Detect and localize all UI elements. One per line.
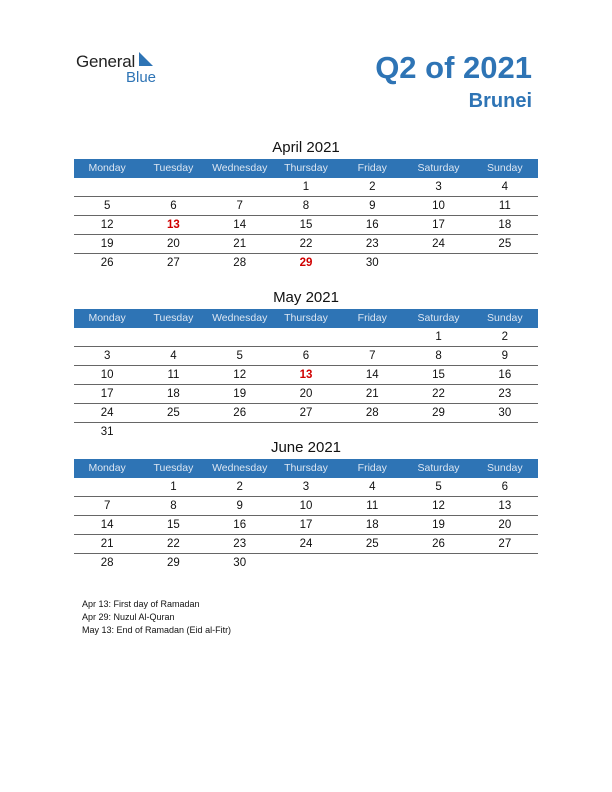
empty-day-cell — [273, 554, 339, 572]
week-row — [74, 404, 538, 423]
empty-day-cell — [207, 328, 273, 346]
empty-day-cell — [140, 178, 206, 196]
empty-day-cell — [472, 554, 538, 572]
weekday-label: Sunday — [487, 462, 523, 474]
empty-day-cell — [74, 478, 140, 496]
empty-day-cell — [472, 254, 538, 272]
day-cell: 17 — [299, 519, 313, 531]
day-cell: 10 — [100, 369, 114, 381]
weekday-header — [74, 309, 538, 328]
day-cell: 15 — [167, 519, 180, 531]
day-cell: 20 — [299, 388, 313, 400]
week-row — [74, 554, 538, 572]
day-cell: 14 — [233, 219, 247, 231]
weekday-label: Tuesday — [153, 162, 194, 174]
weekday-label: Thursday — [284, 162, 328, 174]
month-april — [74, 137, 538, 272]
day-cell: 11 — [366, 500, 379, 512]
day-cell: 1 — [435, 331, 442, 343]
week-row — [74, 347, 538, 366]
weekday-label: Friday — [357, 312, 387, 324]
day-cell: 27 — [167, 257, 180, 269]
day-cell: 20 — [167, 238, 180, 250]
day-cell: 29 — [299, 257, 313, 269]
day-cell: 21 — [365, 388, 379, 400]
weekday-label: Sunday — [487, 162, 523, 174]
holiday-notes — [82, 598, 231, 637]
day-cell: 23 — [233, 538, 247, 550]
day-cell: 4 — [369, 481, 376, 493]
empty-day-cell — [140, 328, 206, 346]
day-cell: 19 — [100, 238, 114, 250]
day-cell: 31 — [100, 426, 114, 438]
day-cell: 18 — [167, 388, 180, 400]
week-row — [74, 235, 538, 254]
weekday-label: Wednesday — [212, 462, 268, 474]
day-cell: 6 — [302, 350, 310, 362]
day-cell: 4 — [501, 181, 509, 193]
day-cell: 12 — [100, 219, 114, 231]
weekday-header — [74, 159, 538, 178]
weekday-label: Saturday — [417, 162, 460, 174]
day-cell: 3 — [435, 181, 442, 193]
empty-day-cell — [74, 178, 140, 196]
day-cell: 9 — [501, 350, 509, 362]
week-row — [74, 478, 538, 497]
day-cell: 16 — [498, 369, 512, 381]
day-cell: 26 — [432, 538, 445, 550]
weekday-label: Tuesday — [153, 462, 194, 474]
day-cell: 27 — [498, 538, 512, 550]
day-cell: 16 — [365, 219, 379, 231]
day-cell: 24 — [299, 538, 313, 550]
day-cell: 25 — [365, 538, 379, 550]
weekday-label: Monday — [88, 162, 126, 174]
logo-triangle-icon — [139, 52, 153, 66]
holiday-note: Apr 29: Nuzul Al-Quran — [82, 612, 175, 622]
day-cell: 6 — [501, 481, 509, 493]
day-cell: 16 — [233, 519, 247, 531]
day-cell: 21 — [233, 238, 247, 250]
day-cell: 22 — [167, 538, 180, 550]
day-cell: 19 — [233, 388, 247, 400]
day-cell: 5 — [236, 350, 243, 362]
day-cell: 19 — [432, 519, 445, 531]
week-row — [74, 385, 538, 404]
day-cell: 26 — [233, 407, 247, 419]
day-cell: 28 — [100, 557, 114, 569]
day-cell: 30 — [365, 257, 379, 269]
day-cell: 28 — [365, 407, 379, 419]
day-cell: 22 — [432, 388, 445, 400]
page-title: Q2 of 2021 — [375, 50, 532, 85]
weekday-label: Wednesday — [212, 162, 268, 174]
week-row — [74, 178, 538, 197]
day-cell: 13 — [498, 500, 512, 512]
week-row — [74, 197, 538, 216]
day-cell: 1 — [170, 481, 177, 493]
empty-day-cell — [74, 328, 140, 346]
day-cell: 10 — [299, 500, 313, 512]
logo-text-blue: Blue — [126, 69, 157, 86]
holiday-note: Apr 13: First day of Ramadan — [82, 599, 200, 609]
day-cell: 14 — [100, 519, 114, 531]
empty-day-cell — [405, 254, 471, 272]
day-cell: 30 — [498, 407, 512, 419]
day-cell: 12 — [432, 500, 445, 512]
day-cell: 2 — [501, 331, 509, 343]
day-cell: 26 — [100, 257, 114, 269]
week-row — [74, 535, 538, 554]
logo-text-general: General — [76, 52, 136, 71]
weekday-header — [74, 459, 538, 478]
month-may — [74, 287, 538, 441]
day-cell: 17 — [432, 219, 445, 231]
day-cell: 4 — [170, 350, 177, 362]
day-cell: 13 — [299, 369, 313, 381]
day-cell: 7 — [369, 350, 376, 362]
weekday-label: Monday — [88, 312, 126, 324]
day-cell: 5 — [435, 481, 442, 493]
weekday-label: Tuesday — [153, 312, 194, 324]
day-cell: 2 — [236, 481, 243, 493]
weekday-label: Thursday — [284, 312, 328, 324]
day-cell: 27 — [299, 407, 313, 419]
day-cell: 13 — [167, 219, 180, 231]
day-cell: 18 — [498, 219, 512, 231]
weekday-label: Sunday — [487, 312, 523, 324]
empty-day-cell — [339, 554, 405, 572]
month-weeks — [74, 178, 538, 272]
day-cell: 8 — [170, 500, 177, 512]
day-cell: 7 — [103, 500, 111, 512]
weekday-label: Friday — [357, 162, 387, 174]
day-cell: 8 — [435, 350, 442, 362]
day-cell: 15 — [432, 369, 445, 381]
day-cell: 10 — [432, 200, 445, 212]
day-cell: 8 — [302, 200, 310, 212]
day-cell: 29 — [432, 407, 445, 419]
weekday-label: Saturday — [417, 462, 460, 474]
day-cell: 24 — [432, 238, 445, 250]
weekday-label: Monday — [88, 462, 126, 474]
day-cell: 29 — [167, 557, 180, 569]
day-cell: 15 — [299, 219, 313, 231]
generalblue-logo — [76, 52, 176, 92]
month-june — [74, 437, 538, 572]
month-title: May 2021 — [273, 289, 339, 306]
weekday-label: Wednesday — [212, 312, 268, 324]
day-cell: 30 — [233, 557, 247, 569]
day-cell: 12 — [233, 369, 247, 381]
day-cell: 28 — [233, 257, 247, 269]
day-cell: 5 — [103, 200, 111, 212]
week-row — [74, 497, 538, 516]
day-cell: 2 — [369, 181, 376, 193]
weekday-label: Friday — [357, 462, 387, 474]
week-row — [74, 328, 538, 347]
month-title: April 2021 — [272, 139, 340, 156]
day-cell: 25 — [498, 238, 512, 250]
empty-day-cell — [339, 328, 405, 346]
day-cell: 17 — [100, 388, 114, 400]
day-cell: 11 — [498, 200, 511, 212]
day-cell: 23 — [365, 238, 379, 250]
holiday-note: May 13: End of Ramadan (Eid al-Fitr) — [82, 625, 232, 635]
week-row — [74, 216, 538, 235]
day-cell: 24 — [100, 407, 114, 419]
day-cell: 1 — [302, 181, 310, 193]
month-weeks — [74, 328, 538, 441]
day-cell: 14 — [365, 369, 379, 381]
day-cell: 3 — [103, 350, 111, 362]
day-cell: 6 — [170, 200, 177, 212]
weekday-label: Thursday — [284, 462, 328, 474]
day-cell: 11 — [167, 369, 180, 381]
month-weeks — [74, 478, 538, 572]
day-cell: 22 — [299, 238, 313, 250]
day-cell: 25 — [167, 407, 180, 419]
empty-day-cell — [207, 178, 273, 196]
country-name: Brunei — [468, 90, 532, 112]
month-title: June 2021 — [270, 439, 342, 456]
weekday-label: Saturday — [417, 312, 460, 324]
day-cell: 3 — [302, 481, 310, 493]
empty-day-cell — [273, 328, 339, 346]
day-cell: 21 — [100, 538, 114, 550]
empty-day-cell — [405, 554, 471, 572]
day-cell: 9 — [369, 200, 376, 212]
week-row — [74, 516, 538, 535]
week-row — [74, 254, 538, 272]
day-cell: 20 — [498, 519, 512, 531]
day-cell: 18 — [365, 519, 379, 531]
week-row — [74, 366, 538, 385]
day-cell: 7 — [236, 200, 243, 212]
day-cell: 9 — [236, 500, 243, 512]
day-cell: 23 — [498, 388, 512, 400]
